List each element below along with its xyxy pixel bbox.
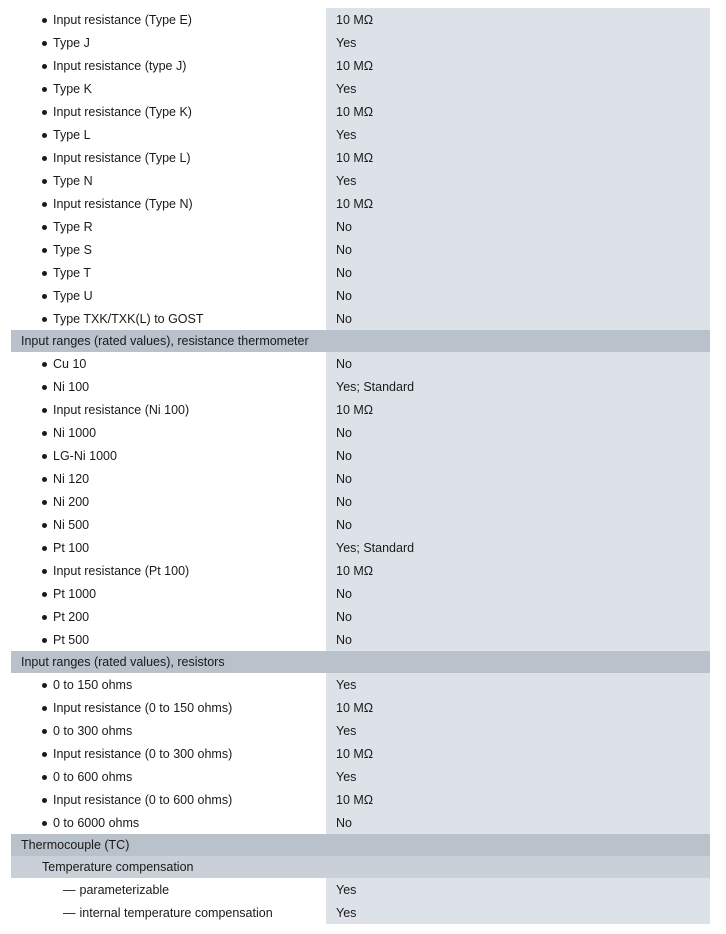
spec-label: Input resistance (Type E) bbox=[53, 12, 192, 27]
spec-label: Input resistance (0 to 300 ohms) bbox=[53, 746, 233, 761]
spec-label: Type R bbox=[53, 219, 93, 234]
spec-label: Type U bbox=[53, 288, 93, 303]
spec-value: Yes bbox=[326, 765, 710, 788]
spec-row bbox=[11, 307, 710, 330]
spec-row bbox=[11, 169, 710, 192]
spec-row bbox=[11, 605, 710, 628]
spec-row bbox=[11, 788, 710, 811]
spec-row bbox=[11, 742, 710, 765]
spec-label: Type K bbox=[53, 81, 92, 96]
spec-value: No bbox=[326, 628, 710, 651]
spec-label: Ni 1000 bbox=[53, 425, 97, 440]
spec-row bbox=[11, 444, 710, 467]
spec-label bbox=[11, 878, 378, 901]
spec-row bbox=[11, 582, 710, 605]
spec-value: Yes bbox=[326, 719, 710, 742]
spec-row bbox=[11, 467, 710, 490]
spec-value: Yes bbox=[326, 123, 710, 146]
spec-value: Yes bbox=[326, 673, 710, 696]
spec-value: No bbox=[326, 261, 710, 284]
spec-label: Pt 100 bbox=[53, 540, 90, 555]
spec-row bbox=[11, 696, 710, 719]
spec-row bbox=[11, 719, 710, 742]
spec-row bbox=[11, 536, 710, 559]
spec-label-text: parameterizable bbox=[79, 882, 170, 897]
spec-value: Yes; Standard bbox=[326, 536, 710, 559]
spec-label: Ni 200 bbox=[53, 494, 90, 509]
spec-row bbox=[11, 192, 710, 215]
spec-row bbox=[11, 352, 710, 375]
spec-row bbox=[11, 765, 710, 788]
spec-label: Input resistance (Type K) bbox=[53, 104, 192, 119]
spec-row bbox=[11, 123, 710, 146]
spec-value: No bbox=[326, 444, 710, 467]
spec-value: 10 MΩ bbox=[326, 54, 710, 77]
spec-row bbox=[11, 559, 710, 582]
spec-label: Type J bbox=[53, 35, 90, 50]
section-title: Input ranges (rated values), resistors bbox=[21, 655, 225, 669]
spec-row bbox=[11, 31, 710, 54]
spec-table bbox=[11, 8, 710, 924]
spec-row bbox=[11, 8, 710, 31]
spec-label: 0 to 6000 ohms bbox=[53, 815, 140, 830]
spec-label: Type S bbox=[53, 242, 92, 257]
section-header bbox=[11, 651, 710, 673]
spec-row bbox=[11, 421, 710, 444]
spec-row bbox=[11, 628, 710, 651]
spec-row bbox=[11, 513, 710, 536]
spec-label bbox=[11, 901, 378, 924]
spec-label: Input resistance (Pt 100) bbox=[53, 563, 190, 578]
spec-value: 10 MΩ bbox=[326, 559, 710, 582]
spec-label: Input resistance (Type L) bbox=[53, 150, 191, 165]
spec-value: 10 MΩ bbox=[326, 398, 710, 421]
spec-value: Yes bbox=[326, 878, 710, 901]
spec-value: 10 MΩ bbox=[326, 146, 710, 169]
spec-value: No bbox=[326, 582, 710, 605]
spec-value: Yes bbox=[326, 77, 710, 100]
spec-value: No bbox=[326, 307, 710, 330]
spec-value: 10 MΩ bbox=[326, 788, 710, 811]
spec-label: Input resistance (type J) bbox=[53, 58, 187, 73]
spec-value: 10 MΩ bbox=[326, 100, 710, 123]
spec-label: Ni 120 bbox=[53, 471, 90, 486]
spec-row bbox=[11, 284, 710, 307]
spec-value: No bbox=[326, 513, 710, 536]
spec-value: No bbox=[326, 421, 710, 444]
spec-row bbox=[11, 878, 710, 901]
spec-value: 10 MΩ bbox=[326, 742, 710, 765]
spec-label-text: internal temperature compensation bbox=[79, 905, 273, 920]
spec-label: 0 to 300 ohms bbox=[53, 723, 133, 738]
spec-label: 0 to 150 ohms bbox=[53, 677, 133, 692]
spec-value: No bbox=[326, 238, 710, 261]
spec-row bbox=[11, 146, 710, 169]
spec-label: Input resistance (Ni 100) bbox=[53, 402, 190, 417]
section-title: Temperature compensation bbox=[42, 860, 194, 874]
dash-icon: — bbox=[63, 882, 76, 897]
spec-row bbox=[11, 490, 710, 513]
spec-value: Yes; Standard bbox=[326, 375, 710, 398]
spec-label: Pt 500 bbox=[53, 632, 90, 647]
spec-label: Ni 100 bbox=[53, 379, 90, 394]
spec-label: Pt 1000 bbox=[53, 586, 97, 601]
spec-label: Input resistance (Type N) bbox=[53, 196, 193, 211]
spec-label: LG-Ni 1000 bbox=[53, 448, 117, 463]
spec-value: No bbox=[326, 215, 710, 238]
spec-label: 0 to 600 ohms bbox=[53, 769, 133, 784]
section-header bbox=[11, 330, 710, 352]
spec-value: No bbox=[326, 490, 710, 513]
section-header bbox=[11, 834, 710, 856]
spec-row bbox=[11, 901, 710, 924]
spec-value: 10 MΩ bbox=[326, 696, 710, 719]
spec-row bbox=[11, 811, 710, 834]
spec-label: Cu 10 bbox=[53, 356, 87, 371]
spec-row bbox=[11, 375, 710, 398]
spec-value: No bbox=[326, 811, 710, 834]
spec-label: Type N bbox=[53, 173, 93, 188]
spec-row bbox=[11, 673, 710, 696]
spec-label: Input resistance (0 to 150 ohms) bbox=[53, 700, 233, 715]
spec-row bbox=[11, 215, 710, 238]
subsection-header bbox=[11, 856, 710, 878]
spec-value: Yes bbox=[326, 169, 710, 192]
section-title: Thermocouple (TC) bbox=[21, 838, 130, 852]
spec-label: Type L bbox=[53, 127, 91, 142]
spec-row bbox=[11, 54, 710, 77]
spec-label: Ni 500 bbox=[53, 517, 90, 532]
spec-value: 10 MΩ bbox=[326, 192, 710, 215]
spec-label: Input resistance (0 to 600 ohms) bbox=[53, 792, 233, 807]
spec-row bbox=[11, 77, 710, 100]
spec-value: Yes bbox=[326, 31, 710, 54]
spec-label: Type T bbox=[53, 265, 91, 280]
spec-value: 10 MΩ bbox=[326, 8, 710, 31]
spec-value: No bbox=[326, 605, 710, 628]
spec-value: Yes bbox=[326, 901, 710, 924]
spec-row bbox=[11, 100, 710, 123]
section-title: Input ranges (rated values), resistance thermometer bbox=[21, 334, 309, 348]
spec-label: Type TXK/TXK(L) to GOST bbox=[53, 311, 204, 326]
spec-row bbox=[11, 261, 710, 284]
dash-icon: — bbox=[63, 905, 76, 920]
spec-label: Pt 200 bbox=[53, 609, 90, 624]
spec-row bbox=[11, 238, 710, 261]
spec-value: No bbox=[326, 284, 710, 307]
spec-value: No bbox=[326, 467, 710, 490]
spec-row bbox=[11, 398, 710, 421]
spec-value: No bbox=[326, 352, 710, 375]
